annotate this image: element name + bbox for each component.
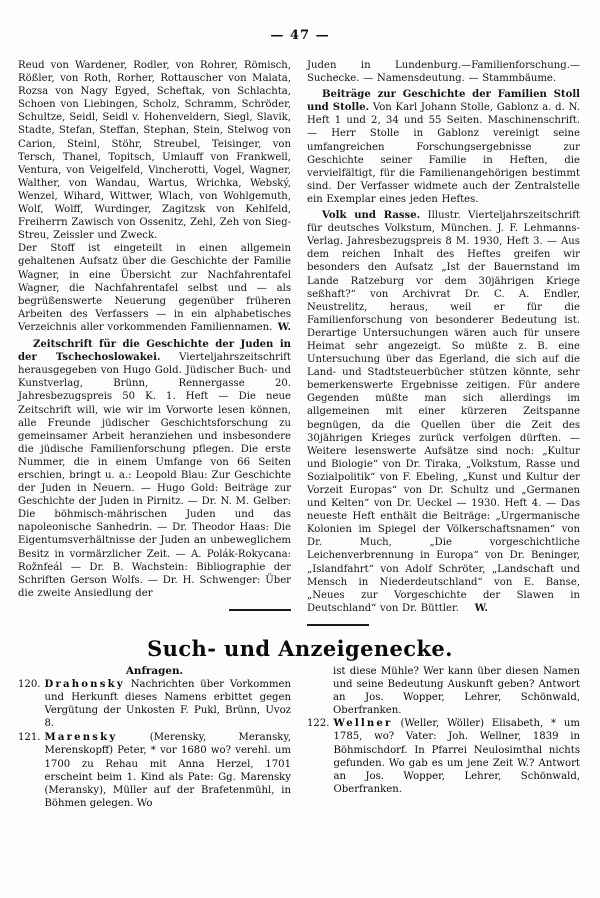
query-continuation (307, 665, 580, 717)
volk-rasse-review-block (307, 209, 580, 615)
zeitschrift-continuation-block (307, 59, 580, 85)
right-column-end-rule (307, 624, 369, 626)
query-body (44, 678, 291, 730)
volk-rasse-review-title: Volk und Rasse. (322, 210, 421, 222)
classified-subhead: Anfragen. (125, 664, 184, 677)
wagner-review-text: Der Stoff ist eingeteilt in einen allgemein gehaltenen Aufsatz über die Geschichte der Familie Wagner, in eine Übersicht zur Nachfahrentafel Wagner, die Nachfahrentafel selbst und — als begrüßenswerte Neuerung gegenüber früheren Arbeiten des Verfassers — in ein alphabetisches Verzeichnis aller vorkommenden Familiennamen. (18, 243, 291, 333)
list-item (18, 731, 291, 810)
query-body (44, 731, 291, 810)
zeitschrift-review-title: Zeitschrift für die Geschichte der Juden in der Tschechoslowakei. (18, 339, 291, 364)
classified-right-column (307, 665, 580, 811)
classified-left-column (18, 665, 291, 811)
left-column (18, 59, 291, 626)
page-folio: — 47 — (270, 28, 330, 43)
query-body (333, 717, 580, 796)
classified-section-banner (0, 636, 600, 661)
volk-rasse-review-paragraph (307, 209, 580, 615)
stoll-review-block (307, 88, 580, 206)
query-continuation-text: ist diese Mühle? Wer kann über diesen Namen und seine Bedeutung Auskunft geben? Antwort an Jos. Wopper, Lehrer, Schönwald, Oberfranken. (333, 665, 580, 717)
wagner-review-block (18, 242, 291, 334)
list-item (307, 717, 580, 796)
query-text: Nachrichten über Vorkommen und Herkunft dieses Namens erbittet gegen Vergütung der Unkosten F. Pukl, Brünn, Uvoz 8. (44, 678, 291, 730)
query-surname: Drahonsky (44, 678, 125, 690)
left-column-end-rule (229, 609, 291, 611)
query-surname: Wellner (333, 718, 393, 730)
zeitschrift-continuation-text: Juden in Lundenburg.—Familienforschung.—Suchecke. — Namensdeutung. — Stammbäume. (307, 60, 580, 85)
query-number: 121. (18, 732, 41, 744)
stoll-review-paragraph (307, 88, 580, 206)
query-text: (Merensky, Meransky, Merenskopff) Peter, * vor 1680 wo? verehl. um 1700 zu Rehau mit Anna Herzel, 1701 erscheint beim 1. Kind als Pate: Gg. Marensky (Meransky), Müller auf der Brafetenmühl, in Böhmen gelegen. Wo (44, 732, 291, 809)
volk-rasse-review-body: Illustr. Vierteljahrszeitschrift für deutsches Volkstum, München. J. F. Lehmanns-Verlag. Jahresbezugspreis 8 M. 1930, Heft 3. — Aus dem reichen Inhalt des Heftes greifen wir besonders den Aufsatz „Ist der Bauernstand im Lande Ratzeburg vor dem 30jährigen Kriege seßhaft?“ von Archivrat Dr. C. A. Endler, Neustrelitz, heraus, weil er für die Familienforschung von besonderer Bedeutung ist. Derartige Untersuchungen wären auch für unsere Heimat sehr angezeigt. So müßte z. B. eine Untersuchung über das Egerland, die sich auf die Land- und Stadtsteuerbücher stützen könnte, sehr bemerkenswerte Ergebnisse zeitigen. Für andere Gegenden müßte man sich allerdings im allgemeinen mit einer kürzeren Zeitspanne begnügen, da die Quellen über die Zeit des 30jährigen Krieges zurück verfolgen dürften. — Weitere lesenswerte Aufsätze sind noch: „Kultur und Biologie“ von Dr. Tiraka, „Volkstum, Rasse und Sozialpolitik“ von F. Ebeling, „Kunst und Kultur der Vorzeit Europas“ von Dr. Schultz und „Germanen und Kelten“ von Dr. Ueckel — 1930. Heft 4. — Das neueste Heft enthält die Beiträge: „Urgermanische Kolonien im Spiegel der Völkerschaftsnamen“ von Dr. Much, „Die vorgeschichtliche Leichenverbrennung in Europa“ von Dr. Beninger, „Islandfahrt“ von Adolf Schröter, „Landschaft und Mensch in Niederdeutschland“ von E. Banse, „Neues zur Vorgeschichte der Slawen in Deutschland“ von Dr. Büttler. (307, 210, 580, 614)
query-text: (Weller, Wöller) Elisabeth, * um 1785, wo? Vater: Joh. Wellner, 1839 in Böhmischdorf. In Pfarrei Neulosimthal nichts gefunden. Wo gab es um jene Zeit W.? Antwort an Jos. Wopper, Lehrer, Schönwald, Oberfranken. (333, 718, 580, 795)
stoll-review-body: Von Karl Johann Stolle, Gablonz a. d. N. Heft 1 und 2, 34 und 55 Seiten. Maschinenschrift. — Herr Stolle in Gablonz vereinigt seine umfangreichen Forschungsergebnisse zur Geschichte seiner Familie in Heften, die vervielfältigt, für die Familienangehörigen bestimmt sind. Der Verfasser widmete auch der Zentralstelle ein Exemplar eines jeden Heftes. (307, 102, 580, 205)
wagner-review-signature: W. (277, 321, 291, 333)
zeitschrift-review-block (18, 338, 291, 600)
main-two-column-body (0, 49, 600, 626)
right-column (307, 59, 580, 626)
query-surname: Marensky (44, 732, 118, 744)
surname-list-text: Reud von Wardener, Rodler, von Rohrer, Römisch, Rößler, von Roth, Rorher, Rottauscher von Malata, Rozsa von Nagy Egyed, Scheftak, von Schlachta, Schoen von Liebingen, Scholz, Schramm, Schröder, Schultze, Seidl, Seidl v. Hohenveldern, Siegl, Slavik, Stadte, Stefan, Steffan, Stephan, Stein, Stelwog von Carion, Steinl, Stöhr, Streubel, Teisinger, von Tersch, Thanel, Topitsch, Umlauff von Frankwell, Ventura, von Veigelfeld, Vincherotti, Vogel, Wagner, Walther, von Wandau, Wartus, Wrichka, Webský, Wenzel, Wihard, Wittwer, Wlach, von Wohlgemuth, Wolf, Wolff, Wurdinger, Zagitzsk von Kehlfeld, Freiherrn Zawisch von Ossenitz, Zehl, Zeh von Sieg-Streu, Zeissler und Zweck. (18, 60, 291, 242)
surname-list-block (18, 59, 291, 242)
query-number: 120. (18, 678, 41, 690)
list-item (18, 678, 291, 730)
volk-rasse-review-signature: W. (474, 602, 488, 614)
zeitschrift-review-paragraph (18, 338, 291, 600)
zeitschrift-review-body: Vierteljahrszeitschrift herausgegeben von Hugo Gold. Jüdischer Buch- und Kunstverlag, Brünn, Rennergasse 20. Jahresbezugspreis 50 K. 1. Heft — Die neue Zeitschrift will, wie wir im Vorworte lesen können, alle Freunde jüdischer Geschichtsforschung zu gemeinsamer Arbeit heranziehen und insbesondere die jüdische Familienforschung pflegen. Die erste Nummer, die in einem Umfange von 66 Seiten erschien, bringt u. a.: Leopold Blau: Zur Geschichte der Juden in Neuern. — Hugo Gold: Beiträge zur Geschichte der Juden in Pirnitz. — Dr. N. M. Gelber: Die böhmisch-mährischen Juden und das napoleonische Sanhedrin. — Dr. Theodor Haas: Die Eigentumsverhältnisse der Juden an unbeweglichem Besitz in vormärzlicher Zeit. — A. Polák-Rokycana: Rožnfeál — Dr. B. Wachstein: Bibliographie der Schriften Gerson Wolfs. — Dr. H. Schwenger: Über die zweite Ansiedlung der (18, 352, 291, 599)
classified-two-column-body (0, 665, 600, 811)
classified-section-title: Such- und Anzeigenecke. (147, 635, 453, 661)
query-number: 122. (307, 718, 330, 730)
stoll-review-title: Beiträge zur Geschichte der Familien Stoll und Stolle. (307, 89, 580, 114)
